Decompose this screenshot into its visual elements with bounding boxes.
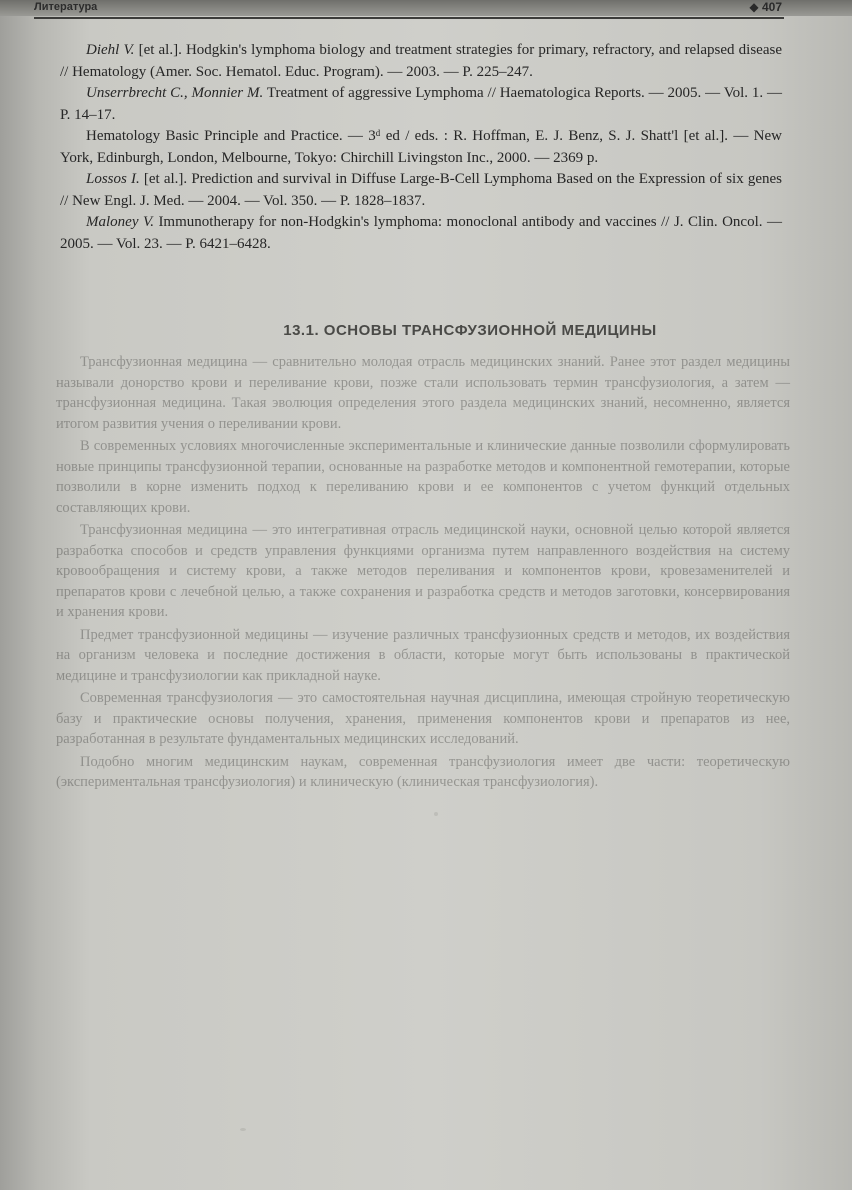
reference-author: Maloney V.: [86, 214, 154, 230]
page-number: ◆ 407: [749, 0, 782, 14]
section-body: [56, 352, 790, 795]
body-paragraph: В современных условиях многочисленные экспериментальные и клинические данные позволили сформулировать новые принципы трансфузионной терапии, основанные на разработке методов и компонентной гемотерапии, которые позволили в корне изменить подход к переливанию крови и ее компонентов с учетом функций отдельных составляющих крови.: [56, 438, 790, 516]
reference-text: [et al.]. Hodgkin's lymphoma biology and treatment strategies for primary, refractory, and relapsed disease // Hematology (Amer. Soc. Hematol. Educ. Program). — 2003. — P. 225–247.: [60, 42, 782, 80]
body-paragraph: Трансфузионная медицина — это интегративная отрасль медицинской науки, основной целью которой является разработка способов и средств управления функциями организма путем направленного воздействия на систему кровообращения и систему крови, а также методов переливания и компонентов крови, кровезаменителей и препаратов крови с лечебной целью, а также сохранения и разработка средств и методов заготовки, консервирования и хранения крови.: [56, 522, 790, 620]
reference-author: Unserrbrecht C., Monnier M.: [86, 85, 264, 101]
header-rule: [34, 17, 784, 19]
reference-item: [30, 126, 782, 169]
body-paragraph: Подобно многим медицинским наукам, современная трансфузиология имеет две части: теоретическую (экспериментальная трансфузиология) и клиническую (клиническая трансфузиология).: [56, 753, 790, 790]
body-paragraph: Предмет трансфузионной медицины — изучение различных трансфузионных средств и методов, их воздействия на организм человека и последние достижения в области, которые могут быть использованы в практической медицине и трансфузиологии как прикладной науке.: [56, 626, 790, 684]
ink-speck: [240, 1128, 246, 1131]
page-header-band: [0, 0, 852, 16]
body-paragraph: Современная трансфузиология — это самостоятельная научная дисциплина, имеющая стройную теоретическую базу и практические основы получения, хранения, применения компонентов крови и препаратов из нее, разработанная в результате фундаментальных медицинских исследований.: [56, 690, 790, 747]
reference-text: [et al.]. Prediction and survival in Diffuse Large-B-Cell Lymphoma Based on the Expression of six genes // New Engl. J. Med. — 2004. — Vol. 350. — P. 1828–1837.: [60, 171, 782, 209]
reference-item: [30, 169, 782, 212]
reference-text: Treatment of aggressive Lymphoma // Haematologica Reports. — 2005. — Vol. 1. — P. 14–17.: [60, 85, 782, 123]
reference-text: Hematology Basic Principle and Practice. — 3ᵈ ed / eds. : R. Hoffman, E. J. Benz, S. J. Shatt'l [et al.]. — New York, Edinburgh, London, Melbourne, Tokyo: Chirchill Livingston Inc., 2000. — 2369 p.: [60, 128, 782, 166]
body-paragraph: Трансфузионная медицина — сравнительно молодая отрасль медицинских знаний. Ранее этот раздел медицины называли донорство крови и переливание крови, позже стали использовать термин трансфузиология, а затем — трансфузионная медицина. Такая эволюция определения этого раздела медицинских знаний, несомненно, является итогом развития учения о переливании крови.: [56, 354, 790, 432]
reference-author: Lossos I.: [86, 171, 140, 187]
reference-item: [30, 40, 782, 83]
reference-list: [60, 40, 782, 255]
running-head: Литература: [34, 1, 98, 13]
reference-author: Diehl V.: [86, 42, 135, 58]
reference-item: [30, 212, 782, 255]
section-heading: 13.1. ОСНОВЫ ТРАНСФУЗИОННОЙ МЕДИЦИНЫ: [283, 322, 657, 339]
reference-item: [30, 83, 782, 126]
ink-speck: [434, 812, 438, 816]
reference-text: Immunotherapy for non-Hodgkin's lymphoma: monoclonal antibody and vaccines // J. Clin. Oncol. — 2005. — Vol. 23. — P. 6421–6428.: [60, 214, 782, 252]
